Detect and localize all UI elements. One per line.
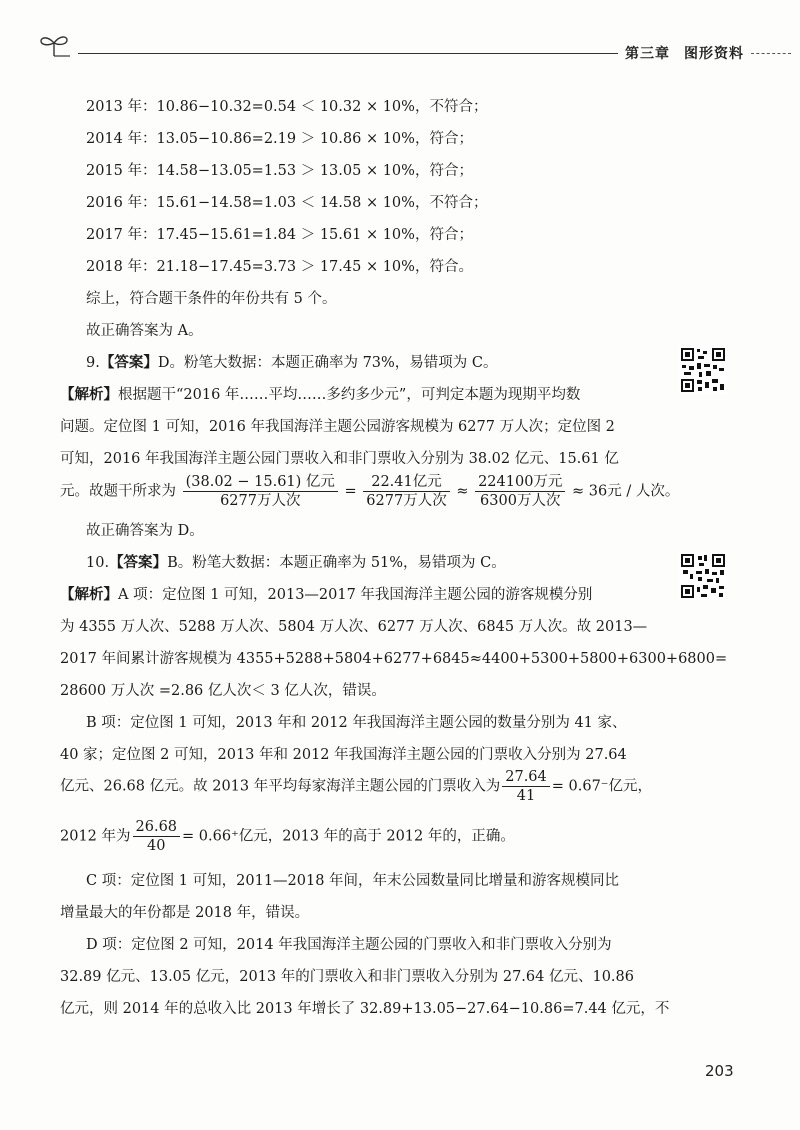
fraction-2-denominator: 6277万人次 xyxy=(366,493,447,509)
q10-answer xyxy=(86,553,506,573)
header-title xyxy=(625,43,744,63)
q10-option-b-line-2: 40 家；定位图 2 可知，2013 年和 2012 年我国海洋主题公园的门票收入分别为 27.64 xyxy=(60,747,627,763)
fraction-3-denominator: 6300万人次 xyxy=(480,493,561,509)
q10-option-d-line-1: D 项：定位图 2 可知，2014 年我国海洋主题公园的门票收入和非门票收入分别为 xyxy=(86,937,612,953)
q9-answer-text: D。粉笔大数据：本题正确率为 73%，易错项为 C。 xyxy=(157,355,498,371)
approx-sign: ≈ xyxy=(456,483,469,500)
q10-option-c-line-1: C 项：定位图 1 可知，2011—2018 年间，年末公园数量同比增量和游客规模同比 xyxy=(86,873,620,889)
q9-number: 9. xyxy=(86,355,100,371)
q10-answer-text: B。粉笔大数据：本题正确率为 51%，易错项为 C。 xyxy=(167,555,506,571)
chapter-label: 第三章 xyxy=(625,46,670,62)
calc-line-2018: 2018 年：21.18−17.45=3.73 ＞ 17.45 × 10%，符合。 xyxy=(86,259,473,275)
fraction-2-numerator: 22.41亿元 xyxy=(363,473,449,492)
q9-analysis-line-3: 可知，2016 年我国海洋主题公园门票收入和非门票收入分别为 38.02 亿元、15.61 亿 xyxy=(60,451,619,467)
section-label: 图形资料 xyxy=(684,46,744,62)
qr-code-q9[interactable] xyxy=(679,346,727,394)
q10-option-d-line-3: 亿元，则 2014 年的总收入比 2013 年增长了 32.89+13.05−27.64−10.86=7.44 亿元，不 xyxy=(60,1001,670,1017)
page-number: 203 xyxy=(705,1062,734,1080)
fraction-1 xyxy=(183,473,338,510)
q10-option-b-line-3 xyxy=(60,768,652,805)
equals-sign: = xyxy=(344,483,357,500)
calc-line-2014: 2014 年：13.05−10.86=2.19 ＞ 10.86 × 10%，符合； xyxy=(86,131,473,147)
calc-line-2015: 2015 年：14.58−13.05=1.53 ＞ 13.05 × 10%，符合； xyxy=(86,163,473,179)
summary-line: 综上，符合题干条件的年份共有 5 个。 xyxy=(86,291,337,307)
answer-tag: 【答案】 xyxy=(99,355,158,371)
fraction-2013-denominator: 41 xyxy=(516,788,536,804)
fraction-2012-numerator: 26.68 xyxy=(133,818,181,837)
q9-analysis-text: 根据题干“2016 年……平均……多约多少元”，可判定本题为现期平均数 xyxy=(118,387,581,403)
q10-option-a-line-1 xyxy=(60,585,592,605)
fraction-2013-numerator: 27.64 xyxy=(502,768,550,787)
qr-icon xyxy=(679,552,727,600)
q9-formula-line xyxy=(60,473,679,510)
fraction-1-denominator: 6277万人次 xyxy=(220,493,301,509)
qr-icon xyxy=(679,346,727,394)
q9-conclusion: 故正确答案为 D。 xyxy=(86,523,204,539)
fraction-1-numerator: (38.02 − 15.61) 亿元 xyxy=(183,473,338,492)
q10-option-a-text: A 项：定位图 1 可知，2013—2017 年我国海洋主题公园的游客规模分别 xyxy=(118,587,593,603)
q9-analysis-line-1 xyxy=(60,385,580,405)
q10-option-a-line-3: 2017 年间累计游客规模为 4355+5288+5804+6277+6845≈4400+5300+5800+6300+6800= xyxy=(60,651,728,667)
q10-option-a-line-4: 28600 万人次 =2.86 亿人次＜ 3 亿人次，错误。 xyxy=(60,683,386,699)
q10-option-c-line-2: 增量最大的年份都是 2018 年，错误。 xyxy=(60,905,310,921)
fraction-2012-denominator: 40 xyxy=(147,838,166,854)
fraction-2012 xyxy=(133,818,181,855)
header-rule xyxy=(78,53,618,54)
calc-line-2016: 2016 年：15.61−14.58=1.03 ＜ 14.58 × 10%，不符合； xyxy=(86,195,488,211)
q10-option-d-line-2: 32.89 亿元、13.05 亿元，2013 年的门票收入和非门票收入分别为 27.64 亿元、10.86 xyxy=(60,969,634,985)
q9-answer xyxy=(86,353,498,373)
q10-option-a-line-2: 为 4355 万人次、5288 万人次、5804 万人次、6277 万人次、6845 万人次。故 2013— xyxy=(60,619,648,635)
q10-option-b-result: = 0.67⁻亿元， xyxy=(551,778,652,795)
q10-option-b-result-2012: = 0.66⁺亿元，2013 年的高于 2012 年的，正确。 xyxy=(182,828,515,845)
q10-option-b-lead: 亿元、26.68 亿元。故 2013 年平均每家海洋主题公园的门票收入为 xyxy=(60,778,501,795)
fraction-3 xyxy=(475,473,565,510)
running-header xyxy=(38,30,788,70)
analysis-tag: 【解析】 xyxy=(60,587,118,603)
calc-line-2013: 2013 年：10.86−10.32=0.54 ＜ 10.32 × 10%，不符合； xyxy=(86,99,488,115)
q8-conclusion: 故正确答案为 A。 xyxy=(86,323,203,339)
q9-formula-lead: 元。故题干所求为 xyxy=(60,483,176,500)
q10-option-b-lead-2012: 2012 年为 xyxy=(60,828,131,845)
fraction-2013 xyxy=(502,768,550,805)
calc-line-2017: 2017 年：17.45−15.61=1.84 ＞ 15.61 × 10%，符合； xyxy=(86,227,473,243)
q10-option-b-line-1: B 项：定位图 1 可知，2013 年和 2012 年我国海洋主题公园的数量分别为 41 家、 xyxy=(86,715,627,731)
sprout-icon xyxy=(38,32,70,58)
qr-code-q10[interactable] xyxy=(679,552,727,600)
header-dash-rule xyxy=(751,53,791,54)
fraction-2 xyxy=(363,473,449,510)
q10-number: 10. xyxy=(86,555,110,571)
fraction-3-numerator: 224100万元 xyxy=(475,473,565,492)
answer-tag: 【答案】 xyxy=(109,555,168,571)
q10-option-b-line-4 xyxy=(60,818,515,855)
analysis-tag: 【解析】 xyxy=(60,387,118,403)
q9-formula-result: ≈ 36元 / 人次。 xyxy=(572,483,680,500)
q9-analysis-line-2: 问题。定位图 1 可知，2016 年我国海洋主题公园游客规模为 6277 万人次；定位图 2 xyxy=(60,419,615,435)
